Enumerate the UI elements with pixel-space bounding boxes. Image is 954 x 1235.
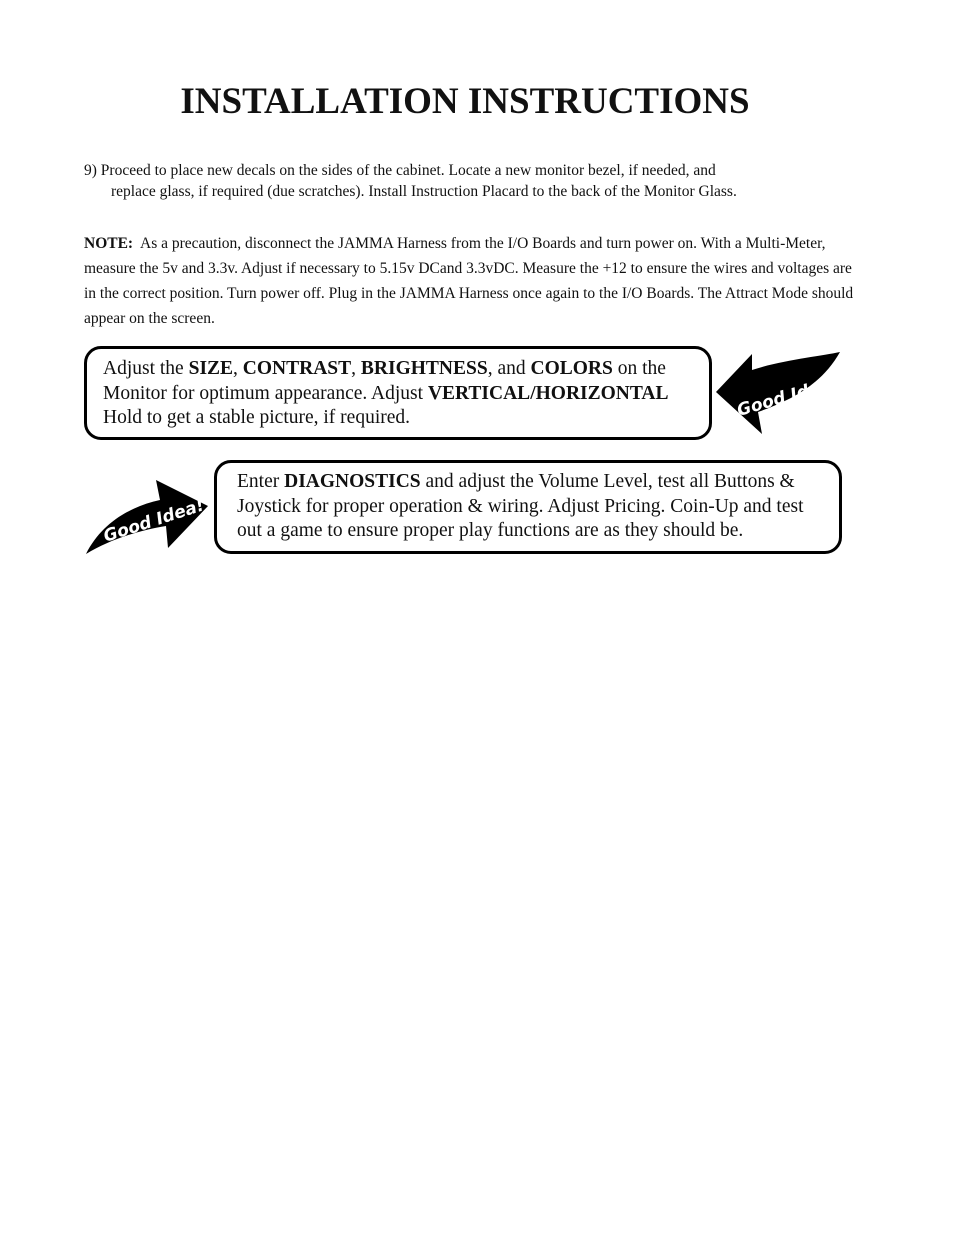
page-title: INSTALLATION INSTRUCTIONS bbox=[180, 81, 750, 122]
tip1-bold-brightness: BRIGHTNESS bbox=[360, 358, 488, 379]
tip-box-diagnostics bbox=[214, 460, 842, 554]
tip2-text-1: Enter bbox=[237, 471, 285, 492]
step-9-line-1: 9) Proceed to place new decals on the sides of the cabinet. Locate a new monitor bezel, if needed, and bbox=[84, 162, 716, 179]
tip1-text-6: Hold to get a stable picture, if required. bbox=[103, 407, 411, 428]
tip2-bold-diagnostics: DIAGNOSTICS bbox=[284, 471, 421, 492]
step-9-line-2: replace glass, if required (due scratches). Install Instruction Placard to the back of the Monitor Glass. bbox=[111, 183, 737, 200]
tip-box-monitor bbox=[84, 346, 712, 440]
tip1-bold-vertical-horizontal: VERTICAL/HORIZONTAL bbox=[427, 382, 669, 404]
step-9 bbox=[84, 160, 864, 202]
note-text: As a precaution, disconnect the JAMMA Harness from the I/O Boards and turn power on. With a Multi-Meter, measure the 5v and 3.3v. Adjust if necessary to 5.15v DCand 3.3vDC. Measure the +12 to ensure the wires and voltages are in the correct position. Turn power off. Plug in the JAMMA Harness once again to the I/O Boards. The Attract Mode should appear on the screen. bbox=[84, 235, 854, 327]
curved-arrow-left-icon bbox=[712, 348, 844, 438]
note-paragraph bbox=[84, 231, 864, 331]
tip1-bold-colors: COLORS bbox=[530, 358, 613, 379]
tip1-text-2: , bbox=[233, 358, 243, 379]
tip2-text-2: and adjust the Volume Level, test all Buttons & Joystick for proper operation & wiring. Adjust Pricing. Coin-Up and test out a game to ensure proper play functions are as they should be. bbox=[237, 471, 804, 541]
tip1-bold-contrast: CONTRAST bbox=[242, 358, 352, 379]
tip1-text-3: , bbox=[351, 358, 361, 379]
tip1-bold-size: SIZE bbox=[188, 358, 234, 379]
note-label: NOTE: bbox=[84, 235, 134, 252]
tip1-text-5: on the Monitor for optimum appearance. Adjust bbox=[103, 358, 666, 404]
good-idea-badge-1: Good Idea! bbox=[734, 372, 842, 421]
tip1-text-4: , and bbox=[487, 358, 531, 379]
curved-arrow-right-icon bbox=[82, 462, 212, 558]
good-idea-badge-2: Good Idea! bbox=[101, 495, 207, 547]
tip1-text-1: Adjust the bbox=[103, 358, 189, 379]
